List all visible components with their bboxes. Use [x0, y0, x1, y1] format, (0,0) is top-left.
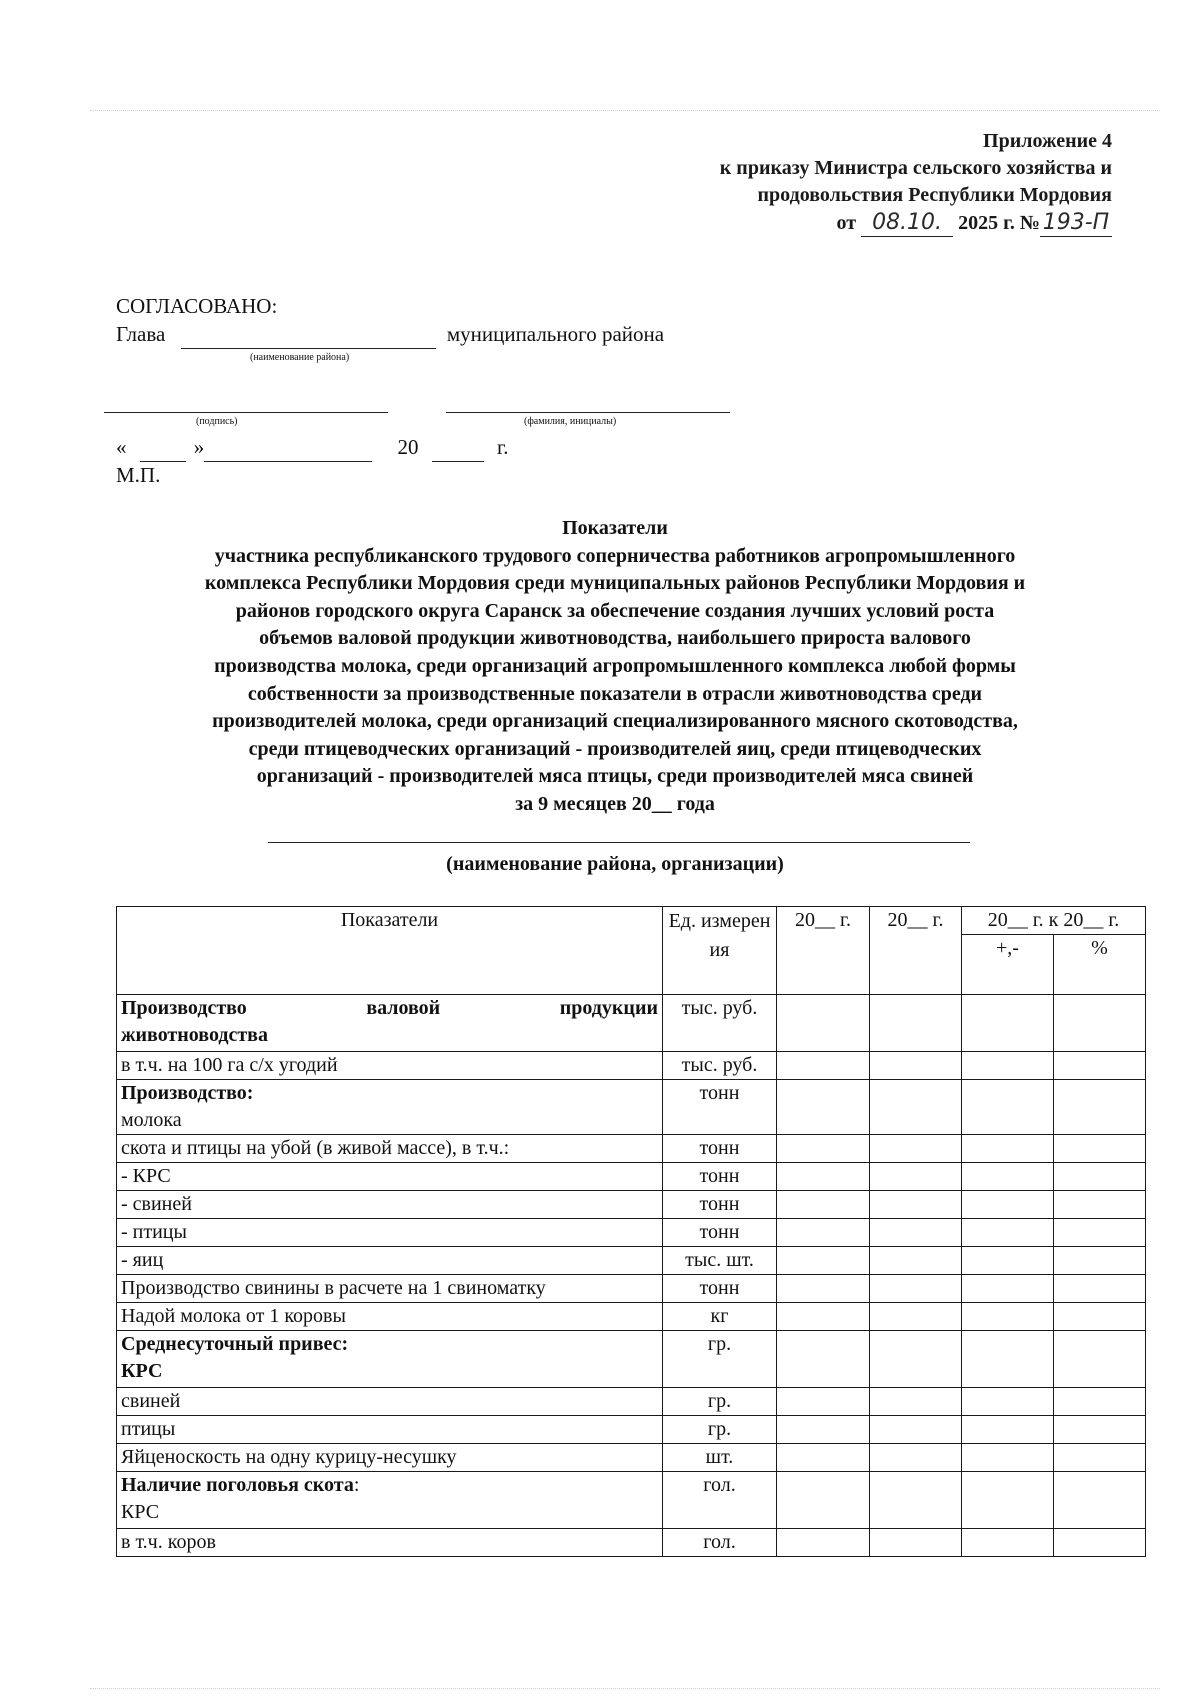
cell-percent[interactable] — [1054, 1388, 1146, 1416]
document-title — [110, 515, 1120, 819]
row-label-word: валовой — [366, 997, 441, 1019]
cell-year-2[interactable] — [870, 1191, 962, 1219]
row-unit: тонн — [663, 1275, 777, 1303]
appendix-order-line: к приказу Министра сельского хозяйства и — [719, 157, 1112, 179]
organization-name-field[interactable] — [268, 842, 970, 843]
cell-percent[interactable] — [1054, 1191, 1146, 1219]
row-unit: гол. — [663, 1529, 777, 1557]
row-label: птицы — [117, 1416, 663, 1444]
cell-percent[interactable] — [1054, 1135, 1146, 1163]
row-label-heading: Производство: — [121, 1082, 254, 1104]
row-label — [117, 1472, 663, 1529]
table-row — [117, 1219, 1146, 1247]
handwritten-order-number: 193-П — [1040, 209, 1112, 237]
cell-year-2[interactable] — [870, 1219, 962, 1247]
cell-delta[interactable] — [962, 1331, 1054, 1388]
cell-percent[interactable] — [1054, 1444, 1146, 1472]
cell-year-2[interactable] — [870, 1529, 962, 1557]
row-unit: гр. — [663, 1331, 777, 1388]
cell-delta[interactable] — [962, 1080, 1054, 1135]
cell-delta[interactable] — [962, 1219, 1054, 1247]
quote-close: » — [193, 435, 205, 459]
cell-year-1[interactable] — [777, 1416, 870, 1444]
signature-caption: (подпись) — [196, 416, 238, 427]
row-label — [117, 1080, 663, 1135]
cell-year-2[interactable] — [870, 1331, 962, 1388]
cell-delta[interactable] — [962, 1416, 1054, 1444]
table-header-row — [117, 907, 1146, 935]
cell-year-2[interactable] — [870, 1444, 962, 1472]
row-label-word: продукции — [559, 997, 658, 1019]
row-unit: тонн — [663, 1080, 777, 1135]
organization-caption: (наименование района, организации) — [446, 853, 784, 875]
header-percent: % — [1054, 935, 1146, 995]
header-unit: Ед. измерен ия — [663, 907, 777, 995]
row-unit: кг — [663, 1303, 777, 1331]
approval-date-line — [116, 433, 509, 462]
name-field[interactable] — [446, 412, 730, 413]
cell-year-1[interactable] — [777, 1080, 870, 1135]
title-line-7: производителей молока, среди организаций специализированного мясного скотоводства, — [212, 710, 1018, 733]
cell-year-2[interactable] — [870, 1163, 962, 1191]
row-unit: тонн — [663, 1135, 777, 1163]
appendix-date-line — [720, 209, 1112, 237]
table-row — [117, 1444, 1146, 1472]
approval-year-prefix: 20 — [397, 435, 419, 459]
row-unit: тонн — [663, 1219, 777, 1247]
title-line-3: районов городского округа Саранск за обеспечение создания лучших условий роста — [235, 599, 995, 622]
row-unit: шт. — [663, 1444, 777, 1472]
title-period-line: за 9 месяцев 20__ года — [515, 792, 715, 815]
cell-percent[interactable] — [1054, 995, 1146, 1052]
cell-percent[interactable] — [1054, 1219, 1146, 1247]
cell-year-1[interactable] — [777, 1191, 870, 1219]
approval-day-field[interactable] — [140, 433, 186, 462]
cell-delta[interactable] — [962, 1052, 1054, 1080]
cell-delta[interactable] — [962, 1163, 1054, 1191]
table-row — [117, 1472, 1146, 1529]
row-unit: гол. — [663, 1472, 777, 1529]
row-label: Производство свинины в расчете на 1 свиноматку — [117, 1275, 663, 1303]
cell-year-2[interactable] — [870, 1472, 962, 1529]
cell-year-2[interactable] — [870, 1388, 962, 1416]
name-caption: (фамилия, инициалы) — [524, 416, 617, 427]
row-label: - КРС — [117, 1163, 663, 1191]
title-heading: Показатели — [562, 517, 668, 539]
row-label-heading: Наличие поголовья скота — [121, 1474, 354, 1496]
cell-percent[interactable] — [1054, 1472, 1146, 1529]
quote-open: « — [116, 435, 127, 459]
date-prefix: от — [836, 212, 857, 234]
scan-artifact-bottom — [90, 1688, 1160, 1689]
cell-delta[interactable] — [962, 1135, 1054, 1163]
cell-percent[interactable] — [1054, 1416, 1146, 1444]
table-row — [117, 1388, 1146, 1416]
row-unit: тыс. шт. — [663, 1247, 777, 1275]
title-line-5: производства молока, среди организаций агропромышленного комплекса любой формы — [214, 654, 1016, 677]
cell-delta[interactable] — [962, 1275, 1054, 1303]
cell-percent[interactable] — [1054, 1529, 1146, 1557]
row-label: Надой молока от 1 коровы — [117, 1303, 663, 1331]
row-label: - свиней — [117, 1191, 663, 1219]
row-label-continuation: животноводства — [121, 1024, 268, 1046]
head-label: Глава — [116, 322, 166, 346]
cell-year-2[interactable] — [870, 1416, 962, 1444]
cell-year-2[interactable] — [870, 1135, 962, 1163]
district-name-field[interactable] — [181, 320, 436, 349]
row-label — [117, 995, 663, 1052]
row-unit: тыс. руб. — [663, 995, 777, 1052]
row-label: скота и птицы на убой (в живой массе), в т.ч.: — [117, 1135, 663, 1163]
district-suffix: муниципального района — [446, 322, 665, 346]
appendix-number: Приложение 4 — [983, 130, 1112, 152]
row-label: свиней — [117, 1388, 663, 1416]
table-row — [117, 1191, 1146, 1219]
cell-percent[interactable] — [1054, 1331, 1146, 1388]
header-comparison: 20__ г. к 20__ г. — [962, 907, 1146, 935]
row-label — [117, 1331, 663, 1388]
stamp-label: М.П. — [116, 463, 161, 487]
header-delta: +,- — [962, 935, 1054, 995]
cell-year-2[interactable] — [870, 1052, 962, 1080]
handwritten-date: 08.10. — [861, 209, 953, 237]
cell-percent[interactable] — [1054, 1303, 1146, 1331]
row-label: Яйценоскость на одну курицу-несушку — [117, 1444, 663, 1472]
district-caption: (наименование района) — [250, 352, 350, 363]
cell-percent[interactable] — [1054, 1080, 1146, 1135]
header-year-1: 20__ г. — [777, 907, 870, 995]
order-year: 2025 г. № — [958, 212, 1040, 234]
cell-year-1[interactable] — [777, 1444, 870, 1472]
cell-year-1[interactable] — [777, 1303, 870, 1331]
header-indicator: Показатели — [117, 907, 663, 995]
cell-year-2[interactable] — [870, 1247, 962, 1275]
cell-year-1[interactable] — [777, 1163, 870, 1191]
approval-block — [116, 292, 664, 349]
row-unit: тонн — [663, 1191, 777, 1219]
row-label: в т.ч. коров — [117, 1529, 663, 1557]
table-row — [117, 1080, 1146, 1135]
cell-year-2[interactable] — [870, 1303, 962, 1331]
row-unit: тыс. руб. — [663, 1052, 777, 1080]
cell-year-1[interactable] — [777, 1135, 870, 1163]
approval-head-line — [116, 320, 664, 349]
approval-heading: СОГЛАСОВАНО: — [116, 294, 278, 318]
cell-year-1[interactable] — [777, 1052, 870, 1080]
header-year-2: 20__ г. — [870, 907, 962, 995]
indicators-table — [116, 906, 1146, 1557]
cell-delta[interactable] — [962, 1444, 1054, 1472]
cell-year-1[interactable] — [777, 1388, 870, 1416]
cell-delta[interactable] — [962, 1247, 1054, 1275]
approval-year-suffix: г. — [497, 435, 509, 459]
row-label-sub: КРС — [121, 1501, 160, 1523]
approval-month-field[interactable] — [204, 433, 372, 462]
appendix-ministry-line: продовольствия Республики Мордовия — [757, 184, 1112, 206]
cell-percent[interactable] — [1054, 1163, 1146, 1191]
table-row — [117, 1135, 1146, 1163]
row-label-word: Производство — [121, 997, 247, 1019]
title-line-2: комплекса Республики Мордовия среди муниципальных районов Республики Мордовия и — [204, 572, 1026, 595]
row-label-heading: Среднесуточный привес: — [121, 1333, 349, 1355]
cell-percent[interactable] — [1054, 1247, 1146, 1275]
table-row — [117, 1247, 1146, 1275]
row-label-colon: : — [353, 1474, 360, 1496]
cell-year-1[interactable] — [777, 1219, 870, 1247]
cell-year-1[interactable] — [777, 1247, 870, 1275]
title-line-6: собственности за производственные показатели в отрасли животноводства среди — [247, 682, 983, 705]
row-label: - яиц — [117, 1247, 663, 1275]
cell-year-1[interactable] — [777, 995, 870, 1052]
cell-delta[interactable] — [962, 995, 1054, 1052]
row-unit: гр. — [663, 1388, 777, 1416]
appendix-header — [720, 128, 1112, 237]
table-row — [117, 1052, 1146, 1080]
table-row — [117, 1529, 1146, 1557]
row-unit: тонн — [663, 1163, 777, 1191]
title-line-9: организаций - производителей мяса птицы, среди производителей мяса свиней — [256, 765, 974, 788]
row-label: в т.ч. на 100 га с/х угодий — [117, 1052, 663, 1080]
cell-year-1[interactable] — [777, 1529, 870, 1557]
cell-percent[interactable] — [1054, 1275, 1146, 1303]
title-line-4: объемов валовой продукции животноводства, наибольшего прироста валового — [259, 627, 971, 650]
title-line-8: среди птицеводческих организаций - производителей яиц, среди птицеводческих — [248, 737, 982, 760]
cell-percent[interactable] — [1054, 1052, 1146, 1080]
table-row — [117, 1416, 1146, 1444]
table-row — [117, 1303, 1146, 1331]
cell-year-1[interactable] — [777, 1472, 870, 1529]
cell-delta[interactable] — [962, 1191, 1054, 1219]
table-row — [117, 1331, 1146, 1388]
table-row — [117, 1275, 1146, 1303]
cell-year-2[interactable] — [870, 1080, 962, 1135]
cell-year-1[interactable] — [777, 1331, 870, 1388]
cell-year-2[interactable] — [870, 1275, 962, 1303]
signature-field[interactable] — [104, 412, 388, 413]
row-unit: гр. — [663, 1416, 777, 1444]
cell-year-2[interactable] — [870, 995, 962, 1052]
cell-delta[interactable] — [962, 1303, 1054, 1331]
cell-delta[interactable] — [962, 1529, 1054, 1557]
table-row — [117, 995, 1146, 1052]
row-label: - птицы — [117, 1219, 663, 1247]
cell-delta[interactable] — [962, 1472, 1054, 1529]
approval-year-field[interactable] — [432, 433, 484, 462]
row-label-sub: молока — [121, 1109, 182, 1131]
title-line-1: участника республиканского трудового соперничества работников агропромышленного — [214, 544, 1016, 567]
cell-delta[interactable] — [962, 1388, 1054, 1416]
row-label-sub: КРС — [121, 1360, 163, 1382]
table-row — [117, 1163, 1146, 1191]
cell-year-1[interactable] — [777, 1275, 870, 1303]
scan-artifact-top — [90, 110, 1160, 111]
